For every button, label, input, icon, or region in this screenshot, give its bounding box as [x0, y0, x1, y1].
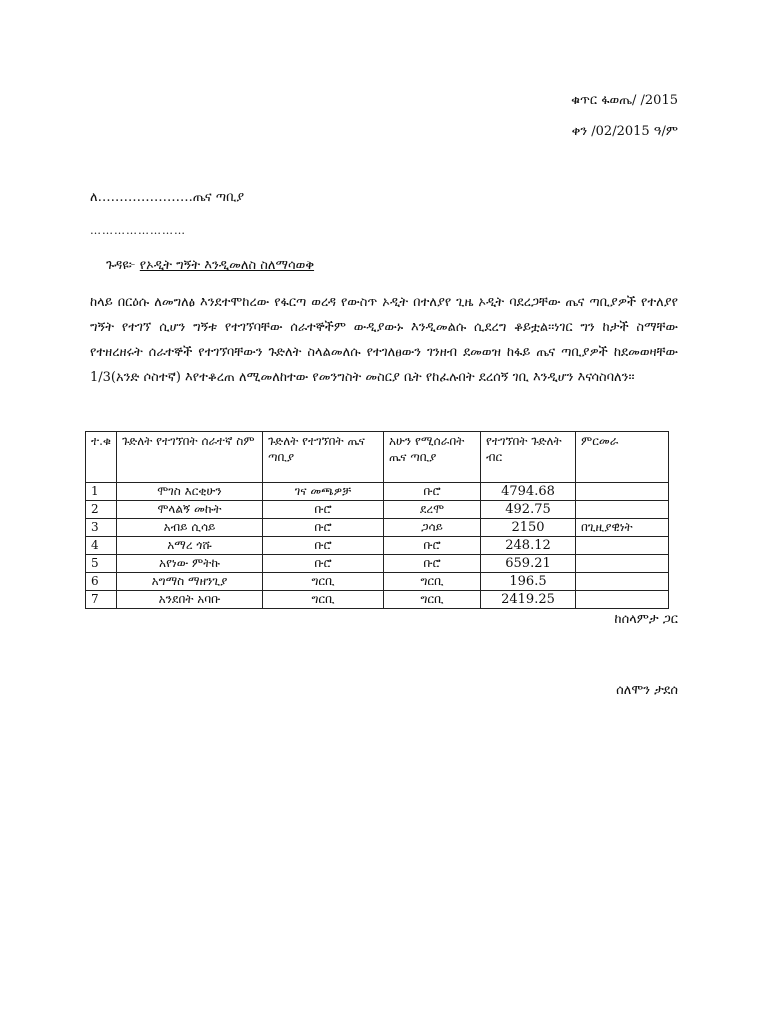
cell-employee-name: ሞላልኝ መኩት: [117, 501, 263, 519]
cell-no: 4: [86, 537, 117, 555]
cell-employee-name: አንደበት አባቡ: [117, 591, 263, 609]
reference-number: ቁጥር ፋወጤ/ /2015: [571, 93, 678, 108]
cell-current-station: ቡሮ: [384, 555, 481, 573]
cell-employee-name: አግማስ ማዘንጊያ: [117, 573, 263, 591]
cell-employee-name: አብይ ሲሳይ: [117, 519, 263, 537]
cell-found-station: ግርቢ: [263, 573, 384, 591]
letter-date: ቀን /02/2015 ዓ/ም: [571, 124, 678, 139]
table-row: [86, 483, 669, 501]
closing-greeting: ከሰላምታ ጋር: [614, 612, 678, 627]
cell-amount: 2419.25: [481, 591, 576, 609]
cell-found-station: ቡሮ: [263, 555, 384, 573]
cell-amount: 196.5: [481, 573, 576, 591]
cell-no: 1: [86, 483, 117, 501]
header-current-health-station: አሁን የሚሰራበት ጤና ጣቢያ: [384, 432, 481, 483]
header-deficit-amount: የተገኘበት ጉድለት ብር: [481, 432, 576, 483]
cell-remark: [576, 501, 669, 519]
body-paragraph: ከላይ በርዕሱ ለመግለፅ እንደተሞከረው የፋርጣ ወረዳ የውስጥ ኦዲት በተለያየ ጊዜ ኦዲት ባደረጋቸው ጤና ጣቢያዎች የተለያየ ግኝት የተገኘ ሲሆን ግኝቱ የተገኘባቸው ሰራተኞችም ውዲያውኑ እንዲመልሱ ሲደረግ ቆይቷል፡፡ነገር ግን ከታች ስማቸው የተዘረዘሩት ሰራተኞች የተገኘባቸውን ጉድለት ስላልመለሱ የተገለፀውን ገንዘብ ደመወዝ ከፋይ ጤና ጣቢያዎች ከደመወዛቸው 1/3(አንድ ሶስተኛ) እየተቆረጠ ለሚመለከተው የመንግስት መስርያ ቤት የከፈሉበት ደረሰኝ ገቢ እንዲሆን እናሳስባለን፡፡: [90, 295, 678, 385]
cell-amount: 659.21: [481, 555, 576, 573]
table-row: [86, 573, 669, 591]
header-employee-name: ጉድለት የተገኘበት ሰራተኛ ስም: [117, 432, 263, 483]
cell-found-station: ቡሮ: [263, 501, 384, 519]
cell-found-station: ገና መጫዎቻ: [263, 483, 384, 501]
table-row: [86, 501, 669, 519]
findings-table: [85, 431, 669, 609]
cell-employee-name: ሞገስ እርቂሁን: [117, 483, 263, 501]
table-header-row: [86, 432, 669, 483]
table-row: [86, 555, 669, 573]
cell-employee-name: አማረ ጎሹ: [117, 537, 263, 555]
subject-line: [106, 258, 314, 273]
cell-amount: 248.12: [481, 537, 576, 555]
cell-current-station: ቡሮ: [384, 537, 481, 555]
cell-amount: 492.75: [481, 501, 576, 519]
cell-current-station: ግርቢ: [384, 591, 481, 609]
subject-text: የኦዲት ግኝት እንዲመለስ ስለማሳወቅ: [139, 258, 315, 273]
cell-remark: [576, 537, 669, 555]
cell-found-station: ቡሮ: [263, 537, 384, 555]
cell-found-station: ቡሮ: [263, 519, 384, 537]
cell-remark: በጊዚያዊነት: [576, 519, 669, 537]
cell-amount: 4794.68: [481, 483, 576, 501]
table-row: [86, 537, 669, 555]
cell-employee-name: አየነው ምትኩ: [117, 555, 263, 573]
cell-no: 2: [86, 501, 117, 519]
cell-remark: [576, 555, 669, 573]
cell-current-station: ደረሞ: [384, 501, 481, 519]
addressee-line: ለ………………….ጤና ጣቢያ: [90, 190, 245, 205]
cell-current-station: ግርቢ: [384, 573, 481, 591]
cell-found-station: ግርቢ: [263, 591, 384, 609]
addressee-underline: ……………………: [90, 224, 186, 237]
table-row: [86, 519, 669, 537]
cell-no: 5: [86, 555, 117, 573]
cell-no: 7: [86, 591, 117, 609]
header-found-health-station: ጉድለት የተገኘበት ጤና ጣቢያ: [263, 432, 384, 483]
header-remark: ምርመራ: [576, 432, 669, 483]
cell-no: 6: [86, 573, 117, 591]
cell-amount: 2150: [481, 519, 576, 537]
subject-label: ጉዳዩ፦: [106, 258, 136, 273]
cell-current-station: ቡሮ: [384, 483, 481, 501]
cell-remark: [576, 483, 669, 501]
header-no: ተ.ቁ: [86, 432, 117, 483]
cell-remark: [576, 573, 669, 591]
signatory-name: ሰለሞን ታደሰ: [616, 683, 678, 698]
cell-remark: [576, 591, 669, 609]
table-row: [86, 591, 669, 609]
cell-no: 3: [86, 519, 117, 537]
cell-current-station: ጋሳይ: [384, 519, 481, 537]
